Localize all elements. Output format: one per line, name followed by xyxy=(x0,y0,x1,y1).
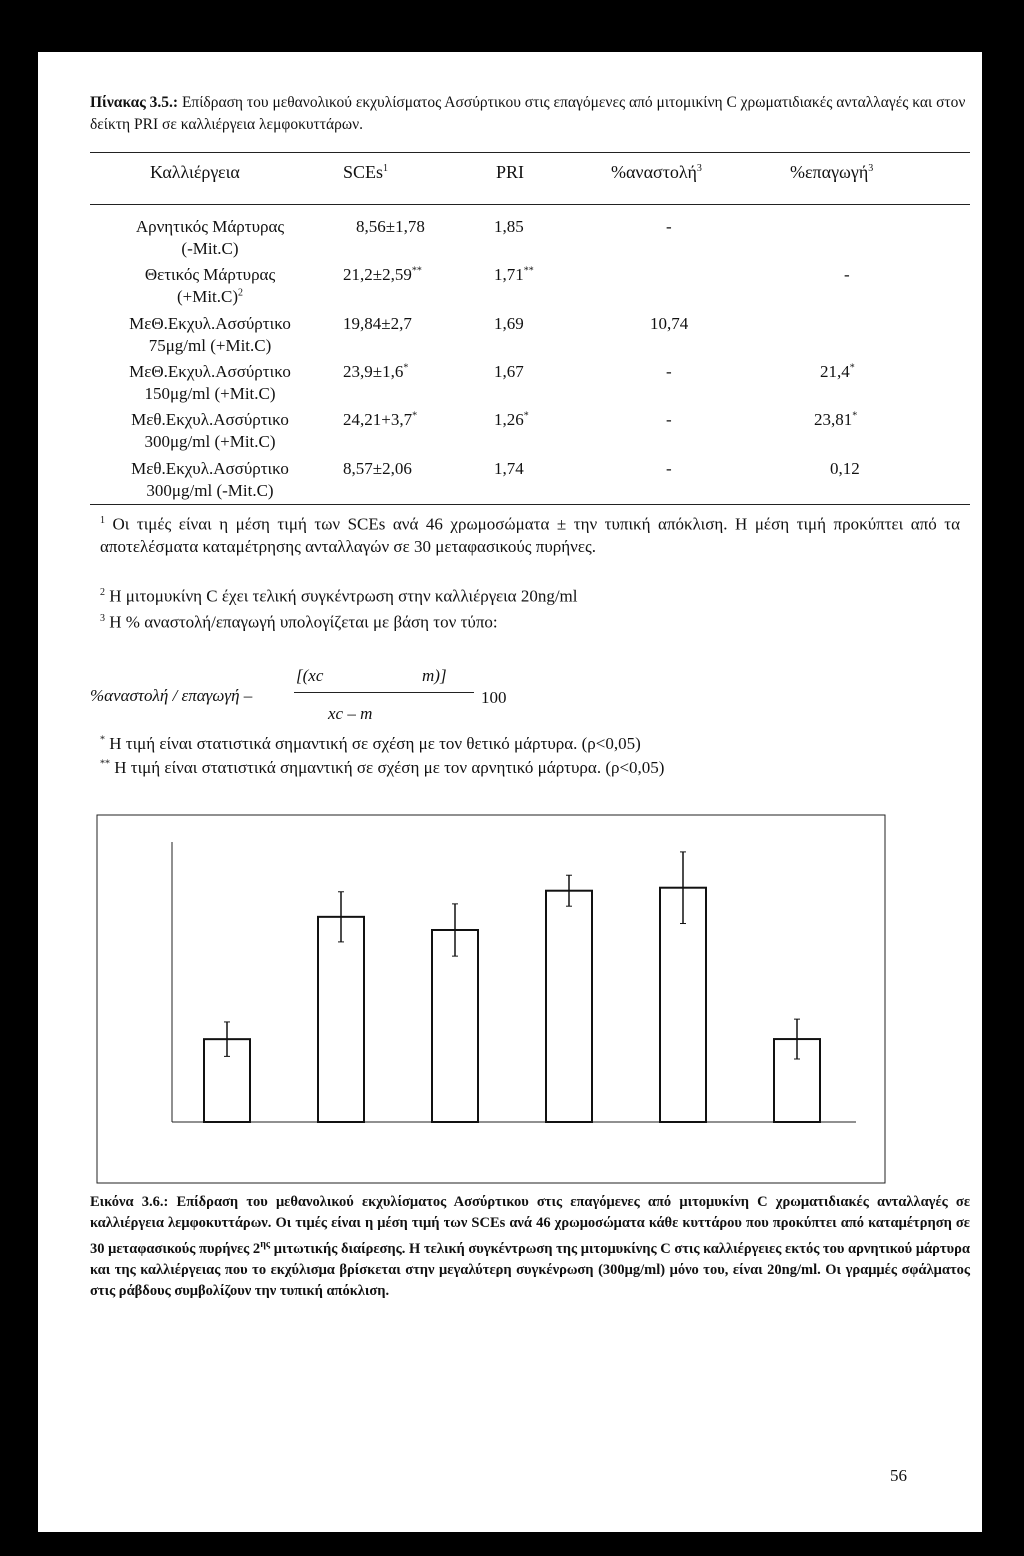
formula-fraction-bar xyxy=(294,692,474,693)
col-header-culture: Καλλιέργεια xyxy=(150,162,240,182)
cell-sces: 23,9±1,6* xyxy=(343,362,409,381)
cell-inhibition: 10,74 xyxy=(650,314,689,333)
cell-pri: 1,69 xyxy=(494,314,524,333)
note-2: $^2$ Η μιτομυκίνη C έχει τελική συγκέντρωση στην καλλιέργεια 20ng/ml xyxy=(100,586,578,606)
formula-multiplier: 100 xyxy=(481,688,507,707)
cell-inhibition: - xyxy=(666,410,672,429)
bar xyxy=(432,930,478,1122)
formula-lhs: %αναστολή / επαγωγή – xyxy=(90,686,253,705)
chart-frame xyxy=(97,815,885,1183)
row-sublabel: 300μg/ml (-Mit.C) xyxy=(146,481,274,500)
row-label: Μεθ.Εκχυλ.Ασσύρτικο xyxy=(131,410,289,429)
cell-pri: 1,85 xyxy=(494,217,524,236)
bar-chart xyxy=(96,814,886,1184)
cell-sces: 19,84±2,7 xyxy=(343,314,412,333)
cell-inhibition: - xyxy=(666,362,672,381)
cell-induction: 0,12 xyxy=(830,459,860,478)
page-number: 56 xyxy=(890,1466,907,1485)
cell-pri: 1,71** xyxy=(494,265,534,284)
figure-caption-text: Επίδραση του μεθανολικού εκχυλίσματος Ασσύρτικου στις επαγόμενες από μιτομυκίνη C χρωματιδιακές ανταλλαγές σε καλλιέργεια λεμφοκυττάρων. Οι τιμές είναι η μέση τιμή των SCEs ανά 46 χρωμοσώματα κάθε κυττάρου που προκύπτει από καταμέτρηση σε 30 μεταφασικούς πυρήνες $2^{\eta\varsigma}$ μιτωτικής διαίρεσης. Η τελική συγκέντρωση της μιτομυκίνης C στις καλλιέργειες εκτός του αρνητικού μάρτυρα και της καλλιέργειας που το εκχύλισμα βρίσκεται στην μεγαλύτερη συγκένρωση (300μg/ml) μόνο του, είναι 20ng/ml. Οι γραμμές σφάλματος στις ράβδους συμβολίζουν την τυπική απόκλιση. xyxy=(90,1194,971,1299)
cell-induction: 21,4* xyxy=(820,362,855,381)
col-header-induction: %επαγωγή$^3$ xyxy=(790,162,874,182)
cell-sces: 21,2±2,59** xyxy=(343,265,422,284)
col-header-pri: PRI xyxy=(496,162,525,182)
row-sublabel: $(+Mit.C)^2$ xyxy=(176,287,244,306)
formula-denominator: xc – m xyxy=(328,704,373,723)
row-label: Μεθ.Εκχυλ.Ασσύρτικο xyxy=(131,459,289,478)
row-sublabel: 150μg/ml (+Mit.C) xyxy=(144,384,276,403)
row-sublabel: (-Mit.C) xyxy=(181,239,239,258)
table-caption-text: Επίδραση του μεθανολικού εκχυλίσματος Ασσύρτικου στις επαγόμενες από μιτομικίνη C χρωματιδιακές ανταλλαγές και στον δείκτη PRI σε καλλιέργεια λεμφοκυττάρων. xyxy=(90,94,966,133)
cell-induction: - xyxy=(844,265,850,284)
formula-numerator-right: m)] xyxy=(422,666,447,685)
cell-induction: 23,81* xyxy=(814,410,858,429)
row-label: ΜεΘ.Εκχυλ.Ασσύρτικο xyxy=(129,362,291,381)
cell-sces: 8,56±1,78 xyxy=(356,217,425,236)
cell-inhibition: - xyxy=(666,217,672,236)
significance-note-2: ** Η τιμή είναι στατιστικά σημαντική σε σχέση με τον αρνητικό μάρτυρα. (ρ<0,05) xyxy=(100,758,665,777)
table-caption xyxy=(90,92,970,136)
table-top-rule xyxy=(90,152,970,153)
note-1: $^1$ Οι τιμές είναι η μέση τιμή των SCEs ανά 46 χρωμοσώματα ± την τυπική απόκλιση. Η μέση τιμή προκύπτει από τα αποτελέσματα καταμέτρησης ανταλλαγών σε 30 μεταφασικούς πυρήνες. xyxy=(100,514,960,556)
cell-sces: 24,21+3,7* xyxy=(343,410,418,429)
note-3: $^3$ Η % αναστολή/επαγωγή υπολογίζεται με βάση τον τύπο: xyxy=(100,612,498,632)
row-label: ΜεΘ.Εκχυλ.Ασσύρτικο xyxy=(129,314,291,333)
row-sublabel: 75μg/ml (+Mit.C) xyxy=(148,336,272,355)
cell-sces: 8,57±2,06 xyxy=(343,459,412,478)
cell-pri: 1,26* xyxy=(494,410,529,429)
col-header-sces: SCEs$^1$ xyxy=(343,162,389,182)
row-label: Αρνητικός Μάρτυρας xyxy=(135,217,285,236)
col-header-inhibition: %αναστολή$^3$ xyxy=(611,162,702,182)
row-label: Θετικός Μάρτυρας xyxy=(144,265,276,284)
formula-numerator-left: [(xc xyxy=(296,666,324,685)
cell-pri: 1,67 xyxy=(494,362,524,381)
table-bottom-rule xyxy=(90,504,970,505)
row-sublabel: 300μg/ml (+Mit.C) xyxy=(144,432,276,451)
cell-inhibition: - xyxy=(666,459,672,478)
bar xyxy=(318,917,364,1122)
significance-note-1: * Η τιμή είναι στατιστικά σημαντική σε σχέση με τον θετικό μάρτυρα. (ρ<0,05) xyxy=(100,734,641,753)
figure-caption-label: Εικόνα 3.6.: xyxy=(90,1194,169,1210)
page xyxy=(38,52,982,1532)
bar xyxy=(546,891,592,1122)
table-header-rule xyxy=(90,204,970,205)
cell-pri: 1,74 xyxy=(494,459,524,478)
figure-caption xyxy=(90,1192,970,1302)
table-caption-label: Πίνακας 3.5.: xyxy=(90,94,179,111)
